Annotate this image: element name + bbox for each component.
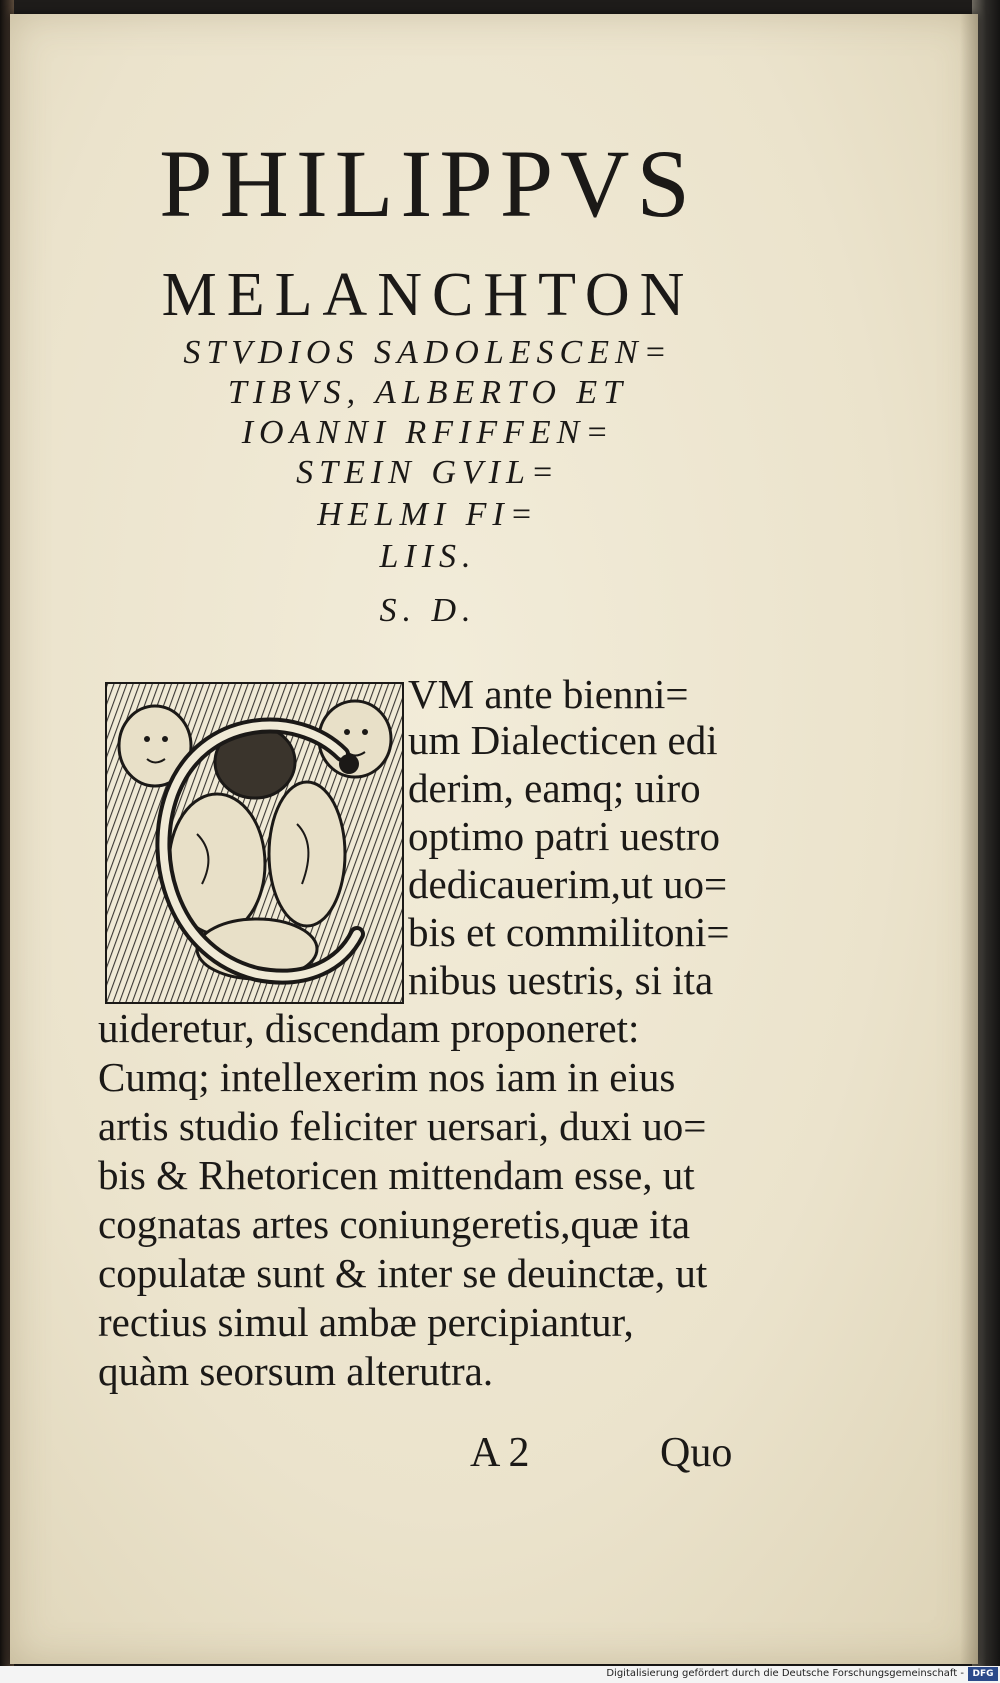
dedication-line: LIIS. (379, 538, 477, 575)
dfg-logo: DFG (968, 1667, 998, 1681)
text-line: bis et commilitoni= (408, 909, 730, 955)
text-line: cognatas artes coniungeretis,quæ ita (98, 1201, 691, 1247)
dedication-line: HELMI FI= (317, 496, 539, 533)
text-line: quàm seorsum alterutra. (98, 1348, 494, 1394)
text-line: nibus uestris, si ita (408, 957, 714, 1003)
dedication-line: IOANNI RFIFFEN= (241, 414, 615, 451)
text-line: Cumq; intellexerim nos iam in eius (98, 1054, 676, 1100)
page-edge-shadow (960, 14, 978, 1664)
text-line: um Dialecticen edi (408, 717, 718, 763)
text-line: dedicauerim,ut uo= (408, 861, 728, 907)
woodcut-initial-c-icon (105, 682, 404, 1004)
text-line: rectius simul ambæ percipiantur, (98, 1299, 634, 1345)
credit-bar (0, 1666, 1000, 1683)
text-line: VM ante bienni= (408, 671, 689, 717)
dedication-line: STVDIOS SADOLESCEN= (183, 334, 673, 371)
dedication-line: TIBVS, ALBERTO ET (227, 374, 629, 411)
text-line: copulatæ sunt & inter se deuinctæ, ut (98, 1250, 708, 1296)
text-line: derim, eamq; uiro (408, 765, 701, 811)
book-page (10, 14, 978, 1664)
page-title: PHILIPPVS (159, 130, 697, 237)
credit-text: Digitalisierung gefördert durch die Deutsche Forschungsgemeinschaft - (606, 1668, 964, 1679)
catchword: Quo (660, 1430, 733, 1476)
text-line: artis studio feliciter uersari, duxi uo= (98, 1103, 707, 1149)
text-line: bis & Rhetoricen mittendam esse, ut (98, 1152, 695, 1198)
text-line: optimo patri uestro (408, 813, 721, 859)
text-line: uideretur, discendam proponeret: (98, 1005, 640, 1051)
salutation: S. D. (379, 592, 477, 629)
signature-mark: A 2 (470, 1430, 530, 1476)
page-subtitle: MELANCHTON (161, 261, 695, 329)
dedication-line: STEIN GVIL= (296, 454, 560, 491)
